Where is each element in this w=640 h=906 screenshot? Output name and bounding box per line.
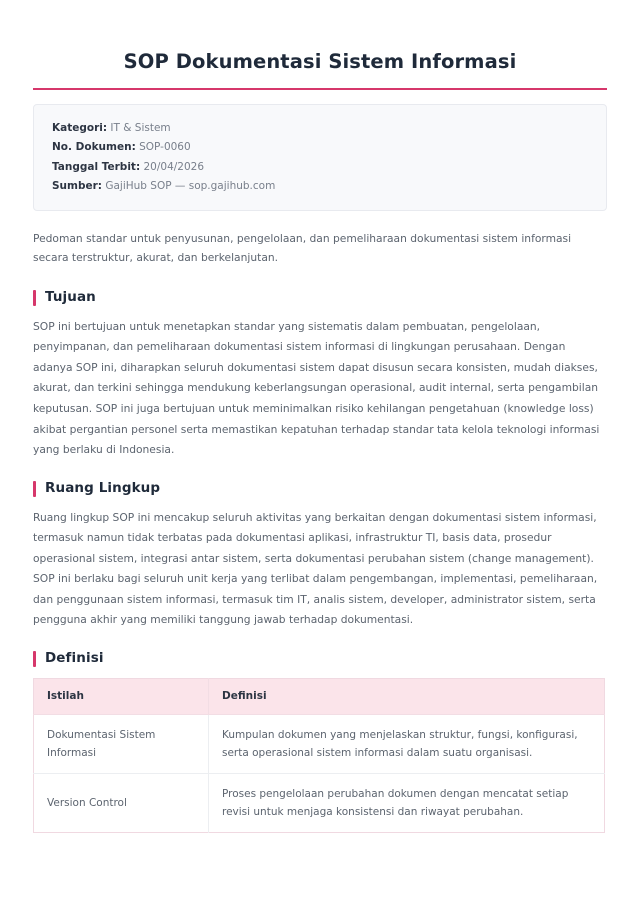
accent-bar-icon	[33, 481, 36, 497]
title-underline-rule	[33, 88, 607, 90]
metadata-value-no-dokumen: SOP-0060	[139, 141, 191, 154]
metadata-row-tanggal-terbit	[52, 157, 588, 177]
metadata-row-kategori	[52, 118, 588, 138]
metadata-value-sumber: GajiHub SOP — sop.gajihub.com	[105, 180, 276, 193]
table-row	[34, 714, 605, 773]
table-cell-istilah: Version Control	[34, 773, 209, 832]
section-title-tujuan: Tujuan	[45, 289, 96, 306]
accent-bar-icon	[33, 290, 36, 306]
table-cell-istilah: Dokumentasi Sistem Informasi	[34, 714, 209, 773]
page-title: SOP Dokumentasi Sistem Informasi	[123, 50, 517, 73]
metadata-label-kategori: Kategori:	[52, 121, 108, 134]
section-title-ruang-lingkup: Ruang Lingkup	[45, 479, 161, 496]
table-column-header-definisi: Definisi	[209, 678, 605, 714]
table-column-header-istilah: Istilah	[34, 678, 209, 714]
document-metadata-box	[33, 104, 607, 211]
section-definisi	[33, 651, 607, 833]
table-header	[34, 678, 605, 714]
metadata-row-sumber	[52, 177, 588, 197]
metadata-label-tanggal-terbit: Tanggal Terbit:	[52, 160, 141, 173]
table-header-row	[34, 678, 605, 714]
section-tujuan	[33, 290, 607, 461]
section-title-definisi: Definisi	[45, 650, 104, 667]
metadata-value-kategori: IT & Sistem	[110, 121, 171, 134]
definisi-table	[33, 678, 605, 833]
section-body-ruang-lingkup: Ruang lingkup SOP ini mencakup seluruh aktivitas yang berkaitan dengan dokumentasi sistem informasi, termasuk namun tidak terbatas pada dokumentasi aplikasi, infrastruktur TI, basis data, prosedur operasional sistem, integrasi antar sistem, serta dokumentasi perubahan sistem (change management). SOP ini berlaku bagi seluruh unit kerja yang terlibat dalam pengembangan, implementasi, pemeliharaan, dan penggunaan sistem informasi, termasuk tim IT, analis sistem, developer, administrator sistem, serta pengguna akhir yang memiliki tanggung jawab terhadap dokumentasi.	[33, 510, 598, 627]
section-ruang-lingkup	[33, 481, 607, 631]
accent-bar-icon	[33, 651, 36, 667]
intro-paragraph: Pedoman standar untuk penyusunan, pengelolaan, dan pemeliharaan dokumentasi sistem informasi secara terstruktur, akurat, dan berkelanjutan.	[33, 232, 572, 265]
table-body	[34, 714, 605, 832]
metadata-value-tanggal-terbit: 20/04/2026	[143, 160, 205, 173]
section-heading-tujuan	[33, 290, 607, 306]
metadata-label-sumber: Sumber:	[52, 180, 102, 193]
metadata-row-no-dokumen	[52, 138, 588, 158]
metadata-label-no-dokumen: No. Dokumen:	[52, 141, 136, 154]
table-cell-definisi: Kumpulan dokumen yang menjelaskan struktur, fungsi, konfigurasi, serta operasional sistem informasi dalam suatu organisasi.	[209, 714, 605, 773]
section-body-tujuan: SOP ini bertujuan untuk menetapkan standar yang sistematis dalam pembuatan, pengelolaan, penyimpanan, dan pemeliharaan dokumentasi sistem informasi di lingkungan perusahaan. Dengan adanya SOP ini, diharapkan seluruh dokumentasi sistem dapat disusun secara konsisten, mudah diakses, akurat, dan terkini sehingga mendukung keberlangsungan operasional, audit internal, serta pengambilan keputusan. SOP ini juga bertujuan untuk meminimalkan risiko kehilangan pengetahuan (knowledge loss) akibat pergantian personel serta memastikan kepatuhan terhadap standar tata kelola teknologi informasi yang berlaku di Indonesia.	[33, 319, 600, 457]
table-cell-definisi: Proses pengelolaan perubahan dokumen dengan mencatat setiap revisi untuk menjaga konsistensi dan riwayat perubahan.	[222, 787, 569, 818]
section-heading-definisi	[33, 651, 607, 667]
table-row	[34, 773, 605, 832]
section-heading-ruang-lingkup	[33, 481, 607, 497]
